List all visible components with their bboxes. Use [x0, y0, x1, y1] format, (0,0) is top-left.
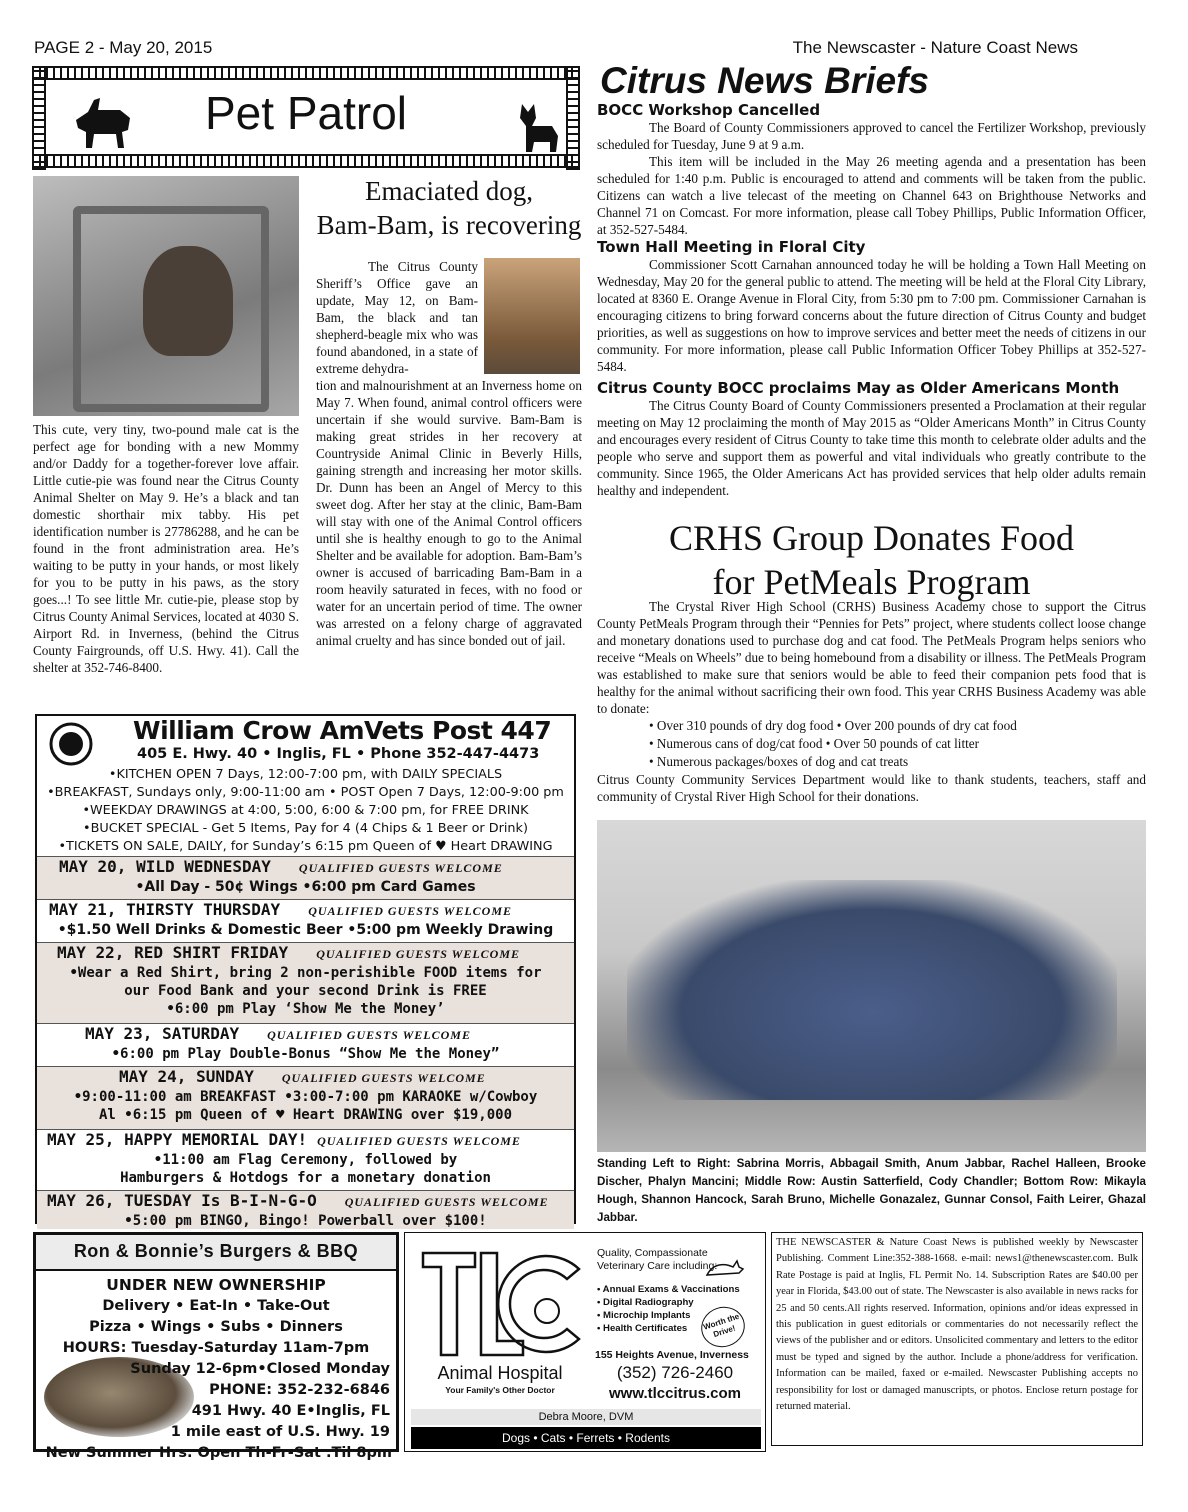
- amvets-address: 405 E. Hwy. 40 • Inglis, FL • Phone 352-447-4473: [137, 746, 540, 762]
- bbq-line: Pizza • Wings • Subs • Dinners: [89, 1319, 343, 1335]
- day-label: MAY 21, THIRSTY THURSDAY: [49, 900, 281, 919]
- qualified-guests: QUALIFIED GUESTS WELCOME: [281, 1071, 486, 1085]
- amvets-day-block: [37, 1066, 574, 1129]
- bbq-line: Sunday 12-6pm•Closed Monday: [130, 1361, 390, 1377]
- tlc-tagline: Your Family's Other Doctor: [445, 1385, 555, 1395]
- kitten-photo: [33, 176, 299, 416]
- crhs-headline-line-1: CRHS Group Donates Food: [668, 518, 1075, 558]
- bbq-title: Ron & Bonnie’s Burgers & BBQ: [73, 1241, 359, 1261]
- crhs-bullet: • Numerous cans of dog/cat food • Over 50 pounds of cat litter: [649, 736, 980, 751]
- tlc-service: • Annual Exams & Vaccinations: [597, 1284, 740, 1295]
- bbq-line: Delivery • Eat-In • Take-Out: [102, 1298, 330, 1314]
- bbq-line: UNDER NEW OWNERSHIP: [106, 1276, 326, 1294]
- day-label: MAY 22, RED SHIRT FRIDAY: [57, 943, 289, 962]
- masthead-notice-box: [771, 1232, 1143, 1446]
- crhs-bullet: • Over 310 pounds of dry dog food • Over 200 pounds of dry cat food: [649, 718, 1017, 733]
- brief-paragraph: Commissioner Scott Carnahan announced today he will be holding a Town Hall Meeting on Wednesday, May 20 for the general public to attend. The meeting will be held at the Floral City Library, located at 8360 E. Orange Avenue in Floral City, from 5:30 pm to 7:00 pm. Commissioner Carnahan is encouraging citizens to bring forward concerns about the future direction of Citrus County and budget priorities, as well as suggestions on how to improve services and better meet the needs of citizens in our community. For more information, please call Public Information Officer Tobey Phillips at 352-527-5484.: [597, 257, 1146, 374]
- day-label: MAY 20, WILD WEDNESDAY: [59, 857, 271, 876]
- crhs-bullet: • Numerous packages/boxes of dog and cat treats: [649, 754, 909, 769]
- pet-patrol-title: Pet Patrol: [205, 87, 407, 139]
- amvets-seal-icon: [47, 722, 95, 766]
- qualified-guests: QUALIFIED GUESTS WELCOME: [267, 1028, 471, 1042]
- bbq-line: HOURS: Tuesday-Saturday 11am-7pm: [62, 1340, 370, 1356]
- amvets-schedule: [37, 856, 574, 1229]
- day-detail: Al •6:15 pm Queen of ♥ Heart DRAWING over $19,000: [98, 1107, 512, 1123]
- qualified-guests: QUALIFIED GUESTS WELCOME: [308, 904, 513, 918]
- bbq-details: [36, 1275, 396, 1464]
- page-folio: PAGE 2 - May 20, 2015: [34, 38, 213, 57]
- crhs-closing: Citrus County Community Services Department would like to thank students, teachers, staff and community of Crystal River High School for their donations.: [597, 772, 1146, 804]
- brief-paragraph: The Citrus County Board of County Commissioners presented a Proclamation at their regular meeting on May 12 proclaiming the month of May 2015 as “Older Americans Month” in Citrus County and encourages every resident of Citrus County to take time this month to celebrate older adults and the people who serve and support them as powerful and vital individuals who greatly contribute to the community. Since 1965, the Older Americans Act has provided services that help older adults remain healthy and independent.: [597, 398, 1146, 498]
- briefs-title: Citrus News Briefs: [600, 60, 929, 101]
- amvets-day-block: [37, 856, 574, 899]
- kitten-caption: This cute, very tiny, two-pound male cat is the perfect age for bonding with a new Mommy and/or Daddy for a together-forever love affair. Little cutie-pie was found near the Citrus County Animal Shelter on May 9. He’s a black and tan domestic shorthair mix tabby. His pet identification number is 27786288, and he can be found in the front administration area. He’s waiting to be putty in your hands, or most likely for you to be putty in his paws, as the story goes...! To see little Mr. cutie-pie, please stop by Citrus County Animal Services, located at 4030 S. Airport Rd. in Inverness, (behind the Citrus County Fairgrounds, off U.S. Hwy. 41). Call the shelter at 352-746-8400.: [33, 422, 299, 675]
- amvets-day-block: [37, 1023, 574, 1066]
- crhs-headline: [597, 516, 1146, 604]
- crhs-body: The Crystal River High School (CRHS) Business Academy chose to support the Citrus County PetMeals Program through their “Pennies for Pets” project, where students collect loose change and monetary donations used to purchase dog and cat food. The PetMeals Program helps seniors who receive “Meals on Wheels” due to being homebound from a disability or illness. The PetMeals Program was established to make sure that seniors would be able to feed their companion pets food that is healthy for the animal without sacrificing their own food. This year CRHS Business Academy was able to donate:: [597, 599, 1146, 716]
- tlc-name: Animal Hospital: [437, 1363, 563, 1383]
- brief-heading: Citrus County BOCC proclaims May as Older Americans Month: [597, 379, 1120, 397]
- amvets-info: [37, 766, 574, 856]
- cat-silhouette-icon: [705, 1257, 745, 1277]
- day-detail: our Food Bank and your second Drink is FREE: [124, 983, 487, 999]
- dog-intro: The Citrus County Sheriff’s Office gave an update, May 12, on Bam-Bam, the black and tan shepherd-beagle mix who was found abandoned, in a state of extreme dehydra-: [316, 259, 478, 376]
- tlc-service: • Health Certificates: [597, 1323, 688, 1334]
- brief-paragraph: The Board of County Commissioners approved to cancel the Fertilizer Workshop, previously scheduled for Tuesday, June 9 at 9 a.m.: [597, 120, 1146, 152]
- publication-name: The Newscaster - Nature Coast News: [792, 38, 1078, 57]
- amvets-info-line: •KITCHEN OPEN 7 Days, 12:00-7:00 pm, with DAILY SPECIALS: [108, 767, 503, 782]
- crhs-headline-line-2: for PetMeals Program: [712, 562, 1031, 602]
- qualified-guests: QUALIFIED GUESTS WELCOME: [344, 1195, 549, 1209]
- amvets-day-block: [37, 1190, 574, 1229]
- day-detail: •Wear a Red Shirt, bring 2 non-perishible FOOD items for: [69, 965, 542, 981]
- tlc-service: • Microchip Implants: [597, 1310, 691, 1321]
- amvets-info-line: •BUCKET SPECIAL - Get 5 Items, Pay for 4 (4 Chips & 1 Beer or Drink): [83, 821, 528, 836]
- tlc-lettering-hidden: [515, 1237, 565, 1261]
- day-detail: •6:00 pm Play ‘Show Me the Money’: [166, 1001, 445, 1017]
- crhs-story: [597, 598, 1146, 805]
- bbq-line: 491 Hwy. 40 E•Inglis, FL: [191, 1403, 390, 1419]
- dog-photo: [484, 258, 580, 374]
- qualified-guests: QUALIFIED GUESTS WELCOME: [316, 947, 521, 961]
- tlc-intro: Quality, Compassionate Veterinary Care including:: [597, 1247, 718, 1272]
- day-detail: Hamburgers & Hotdogs for a monetary donation: [120, 1170, 491, 1186]
- students-photo: [597, 820, 1146, 1152]
- day-label: MAY 25, HAPPY MEMORIAL DAY!: [47, 1130, 308, 1149]
- day-label: MAY 26, TUESDAY Is B-I-N-G-O: [47, 1191, 317, 1210]
- amvets-info-line: •TICKETS ON SALE, DAILY, for Sunday’s 6:15 pm Queen of ♥ Heart DRAWING: [58, 839, 553, 854]
- tlc-service: • Digital Radiography: [597, 1297, 694, 1308]
- amvets-title: William Crow AmVets Post 447: [133, 716, 552, 745]
- qualified-guests: QUALIFIED GUESTS WELCOME: [298, 861, 503, 875]
- cat-icon: [512, 96, 562, 154]
- brief-heading: Town Hall Meeting in Floral City: [597, 238, 866, 256]
- dog-headline-line-2: Bam-Bam, is recovering: [316, 210, 582, 240]
- qualified-guests: QUALIFIED GUESTS WELCOME: [317, 1134, 521, 1148]
- students-photo-caption: Standing Left to Right: Sabrina Morris, Abbagail Smith, Anum Jabbar, Rachel Halleen, Brooke Discher, Phalyn Mancini; Middle Row: Austin Satterfield, Cody Chandler; Bottom Row: Mikayla Hough, Shannon Hancock, Sarah Bruno, Michelle Gonazalez, Gunnar Consol, Faith Leirer, Ghazal Jabbar.: [597, 1157, 1146, 1224]
- bbq-ad: [33, 1232, 399, 1461]
- day-detail: •11:00 am Flag Ceremony, followed by: [153, 1152, 458, 1168]
- day-label: MAY 24, SUNDAY: [119, 1067, 254, 1086]
- day-detail: •5:00 pm BINGO, Bingo! Powerball over $100!: [124, 1213, 487, 1229]
- bbq-line: 1 mile east of U.S. Hwy. 19: [170, 1424, 390, 1440]
- tlc-address: 155 Heights Avenue, Inverness: [595, 1349, 749, 1361]
- dog-headline: [316, 174, 582, 242]
- day-label: MAY 23, SATURDAY: [85, 1024, 240, 1043]
- amvets-day-block: [37, 899, 574, 942]
- day-detail: •$1.50 Well Drinks & Domestic Beer •5:00 pm Weekly Drawing: [57, 922, 554, 938]
- tlc-phone: (352) 726-2460: [616, 1363, 734, 1382]
- brief-paragraph: This item will be included in the May 26 meeting agenda and a presentation has been scheduled for 1:40 p.m. Public is encouraged to attend and comments will be taken from the public. Citizens can watch a live telecast of the meeting on Channel 643 on Brighthouse Networks and Channel 71 on Comcast. For more information, please call Tobey Phillips, Public Information Officer, at 352-527-5484.: [597, 154, 1146, 237]
- day-detail: •9:00-11:00 am BREAKFAST •3:00-7:00 pm KARAOKE w/Cowboy: [73, 1089, 538, 1105]
- worth-the-drive-badge: Worth the Drive!: [696, 1301, 750, 1353]
- bbq-line: PHONE: 352-232-6846: [209, 1382, 390, 1398]
- tlc-doctor: Debra Moore, DVM: [411, 1409, 761, 1425]
- tlc-website: www.tlccitrus.com: [609, 1385, 741, 1402]
- dog-headline-line-1: Emaciated dog,: [365, 176, 533, 206]
- pet-patrol-banner: [32, 66, 580, 170]
- briefs-column: [597, 101, 1146, 499]
- day-detail: •6:00 pm Play Double-Bonus “Show Me the Money”: [111, 1046, 500, 1062]
- amvets-day-block: [37, 942, 574, 1023]
- masthead-notice: THE NEWSCASTER & Nature Coast News is published weekly by Newscaster Publishing. Comment Line:352-388-1668. e-mail: news1@thenewscaster.com. Bulk Rate Postage is paid at Inglis, FL Permit No. 14. Subscription Rates are $40.00 per year in Florida, $43.00 out of state. The Newscaster is also available in news racks for 25 and 50 cents.All rights reserved. Information, opinions and/or ideas expressed in this publication in guest editorials or commentaries do not necessarily reflect the views of the publisher and or editors. Unsolicited commentary and letters to the editor must be typed and signed by the author. Include a phone/address for verification. Information can be mailed, faxed or e-mailed. Newscaster Publishing accepts no responsibility for lost or damaged manuscripts, or photos. Enclose return postage for returned material.: [776, 1237, 1138, 1413]
- tlc-species-bar: Dogs • Cats • Ferrets • Rodents: [411, 1427, 761, 1449]
- day-detail: •All Day - 50¢ Wings •6:00 pm Card Games: [135, 879, 476, 895]
- brief-heading: BOCC Workshop Cancelled: [597, 101, 821, 119]
- amvets-info-line: •BREAKFAST, Sundays only, 9:00-11:00 am • POST Open 7 Days, 12:00-9:00 pm: [47, 785, 564, 800]
- tlc-ad: [404, 1232, 766, 1452]
- amvets-ad: [35, 714, 576, 1229]
- amvets-info-line: •WEEKDAY DRAWINGS at 4:00, 5:00, 6:00 & 7:00 pm, for FREE DRINK: [82, 803, 529, 818]
- bbq-line: New Summer Hrs. Open Th-Fr-Sat .Til 8pm: [45, 1445, 392, 1461]
- tlc-logo: [419, 1249, 585, 1359]
- amvets-day-block: [37, 1129, 574, 1190]
- dog-body: tion and malnourishment at an Inverness home on May 7. When found, animal control officers were uncertain if she would survive. Bam-Bam is making great strides in her recovery at Countryside Animal Clinic in Beverly Hills, gaining strength and increasing her motor skills. Dr. Dunn has been an Angel of Mercy to this sweet dog. After her stay at the clinic, Bam-Bam will stay with one of the Animal Control officers until she is healthy enough to go to the Animal Shelter and be available for adoption. Bam-Bam’s owner is accused of barricading Bam-Bam in a room heavily saturated in feces, with no food or water for an uncertain period of time. The owner was arrested on a felony charge of aggravated animal cruelty and has since bonded out of jail.: [316, 378, 582, 648]
